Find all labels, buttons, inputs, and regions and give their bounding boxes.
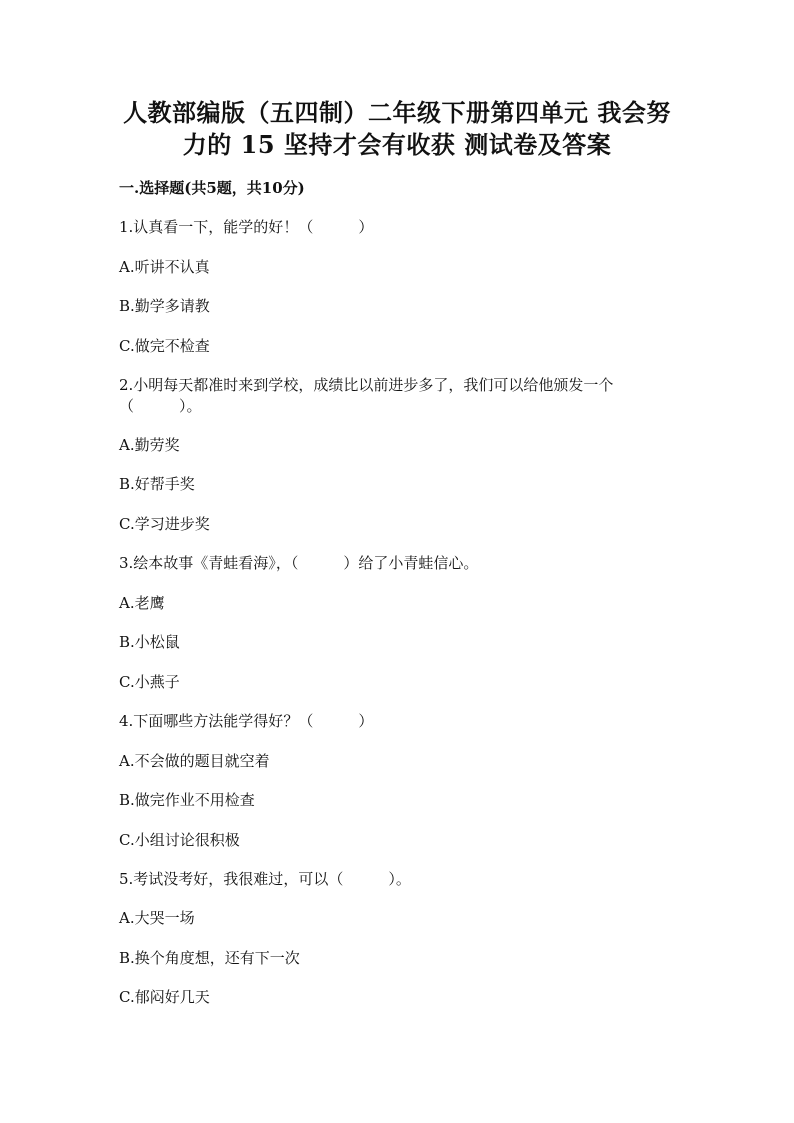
- question-4-option-c[interactable]: C.小组讨论很积极: [119, 831, 240, 849]
- document-title-line-1: 人教部编版（五四制）二年级下册第四单元 我会努: [123, 98, 671, 127]
- question-5-option-b[interactable]: B.换个角度想，还有下一次: [119, 949, 300, 967]
- question-2-option-b[interactable]: B.好帮手奖: [119, 475, 195, 493]
- question-3-option-a[interactable]: A.老鹰: [119, 594, 165, 612]
- question-1-option-a[interactable]: A.听讲不认真: [119, 258, 210, 276]
- question-2-stem: 2.小明每天都准时来到学校，成绩比以前进步多了，我们可以给他颁发一个: [119, 376, 614, 394]
- question-2-option-a[interactable]: A.勤劳奖: [119, 436, 180, 454]
- document-title-line-2: 力的 15 坚持才会有收获 测试卷及答案: [182, 130, 612, 159]
- question-4-option-a[interactable]: A.不会做的题目就空着: [119, 752, 270, 770]
- question-3-stem: 3.绘本故事《青蛙看海》，（ ）给了小青蛙信心。: [119, 554, 479, 572]
- question-1-option-c[interactable]: C.做完不检查: [119, 337, 210, 355]
- question-2-stem-continued: （ ）。: [119, 397, 202, 415]
- question-5-option-c[interactable]: C.郁闷好几天: [119, 988, 210, 1006]
- question-3-option-b[interactable]: B.小松鼠: [119, 633, 180, 651]
- question-5-stem: 5.考试没考好，我很难过，可以（ ）。: [119, 870, 411, 888]
- question-1-stem: 1.认真看一下，能学的好！（ ）: [119, 218, 374, 236]
- question-5-option-a[interactable]: A.大哭一场: [119, 909, 195, 927]
- question-4-option-b[interactable]: B.做完作业不用检查: [119, 791, 255, 809]
- section-heading: 一.选择题(共5题，共10分): [119, 179, 305, 197]
- question-3-option-c[interactable]: C.小燕子: [119, 673, 180, 691]
- question-2-option-c[interactable]: C.学习进步奖: [119, 515, 210, 533]
- question-4-stem: 4.下面哪些方法能学得好？（ ）: [119, 712, 374, 730]
- question-1-option-b[interactable]: B.勤学多请教: [119, 297, 210, 315]
